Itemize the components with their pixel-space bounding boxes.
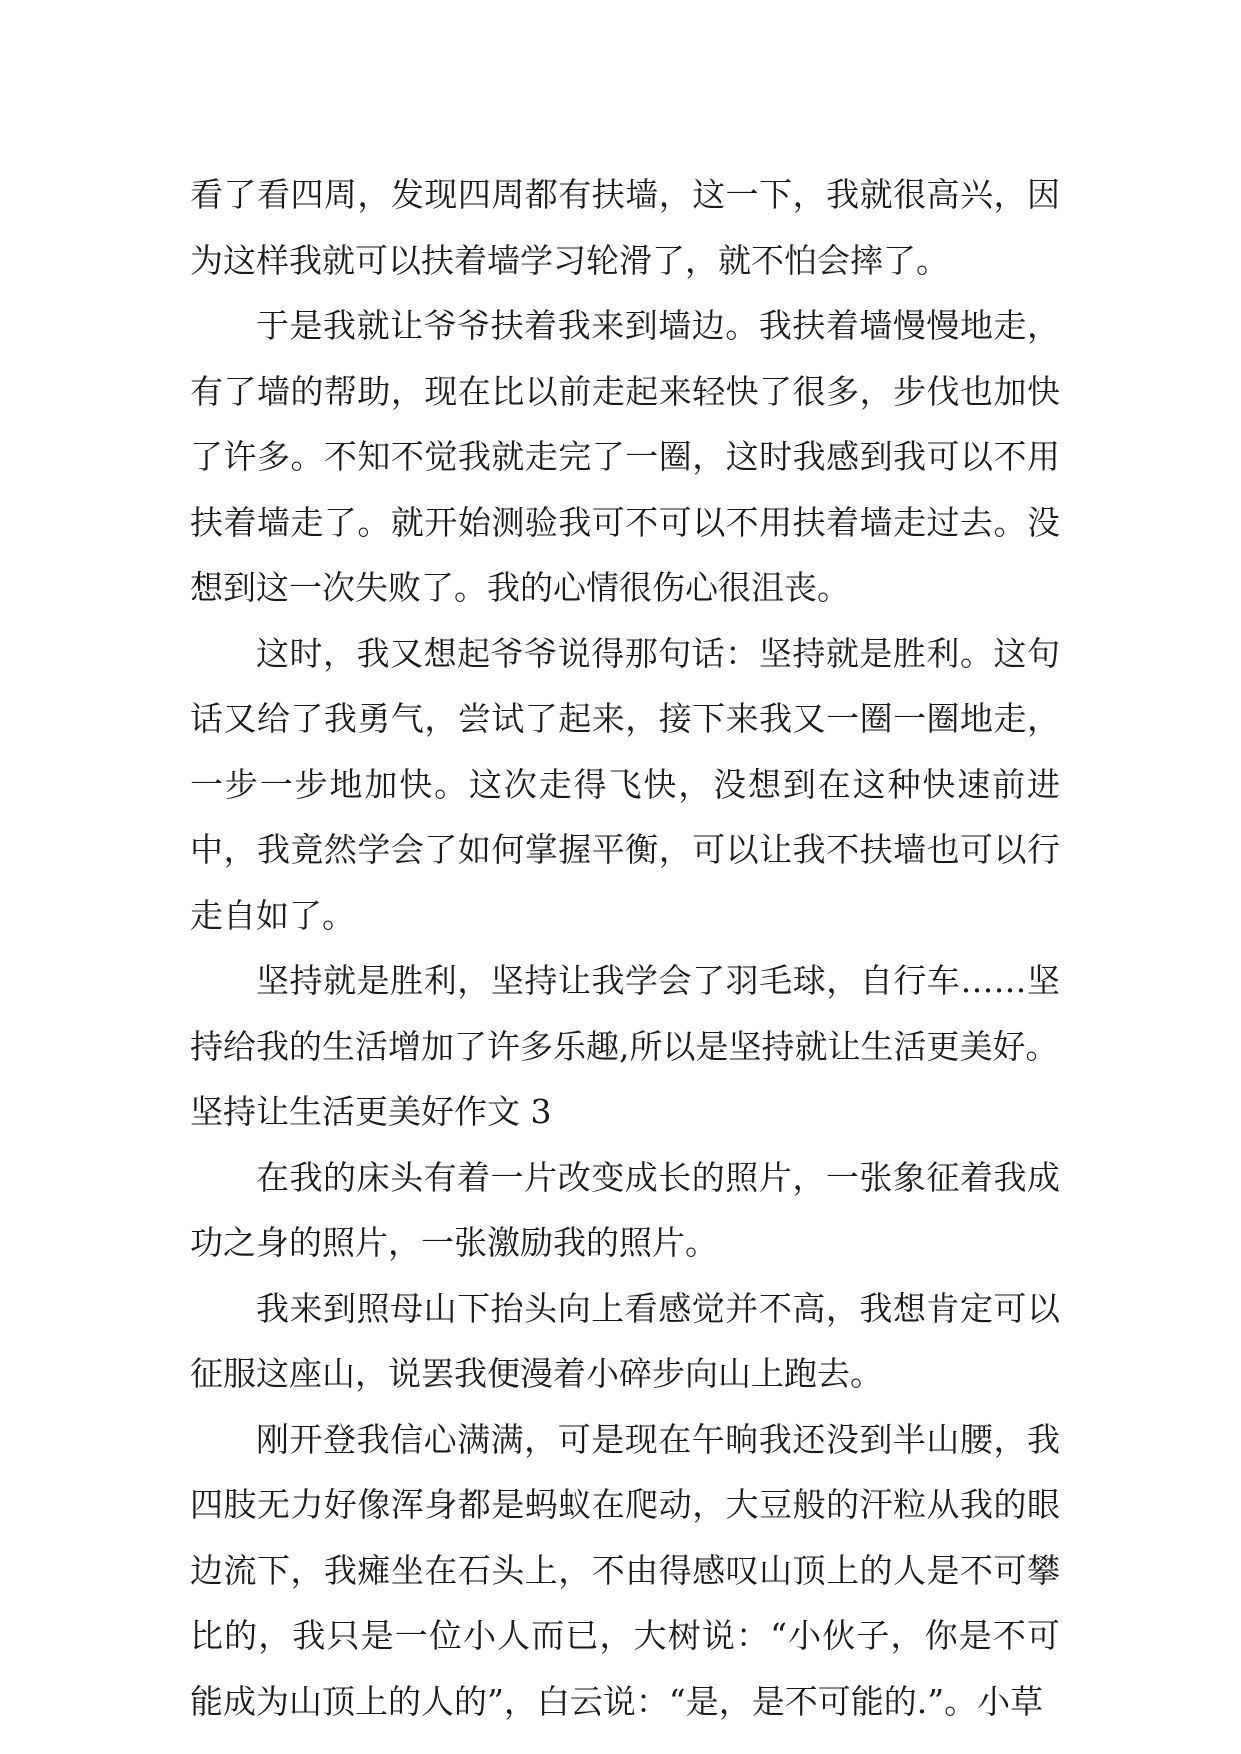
paragraph-3: 这时，我又想起爷爷说得那句话：坚持就是胜利。这句话又给了我勇气，尝试了起来，接下来我又一圈一圈地走，一步一步地加快。这次走得飞快，没想到在这种快速前进中，我竟然学会了如何掌握平衡，可以让我不扶墙也可以行走自如了。 bbox=[190, 633, 1060, 935]
paragraph-2: 于是我就让爷爷扶着我来到墙边。我扶着墙慢慢地走，有了墙的帮助，现在比以前走起来轻快了很多，步伐也加快了许多。不知不觉我就走完了一圈，这时我感到我可以不用扶着墙走了。就开始测验我可不可以不用扶着墙走过去。没想到这一次失败了。我的心情很伤心很沮丧。 bbox=[190, 306, 1060, 607]
paragraph-6: 我来到照母山下抬头向上看感觉并不高，我想肯定可以征服这座山，说罢我便漫着小碎步向山上跑去。 bbox=[190, 1288, 1060, 1393]
paragraph-5: 在我的床头有着一片改变成长的照片，一张象征着我成功之身的照片，一张激励我的照片。 bbox=[190, 1157, 1060, 1262]
section-heading: 坚持让生活更美好作文 3 bbox=[190, 1092, 552, 1131]
paragraph-7: 刚开登我信心满满，可是现在午晌我还没到半山腰，我四肢无力好像浑身都是蚂蚁在爬动，大豆般的汗粒从我的眼边流下，我瘫坐在石头上，不由得感叹山顶上的人是不可攀比的，我只是一位小人而已，大树说：“小伙子，你是不可能成为山顶上的人的”，白云说：“是，是不可能的.”。小草 bbox=[190, 1419, 1060, 1721]
paragraph-1: 看了看四周，发现四周都有扶墙，这一下，我就很高兴，因为这样我就可以扶着墙学习轮滑了，就不怕会摔了。 bbox=[190, 175, 1060, 280]
document-body bbox=[190, 162, 1060, 1734]
paragraph-4: 坚持就是胜利，坚持让我学会了羽毛球，自行车……坚持给我的生活增加了许多乐趣,所以是坚持就让生活更美好。 bbox=[190, 961, 1060, 1066]
